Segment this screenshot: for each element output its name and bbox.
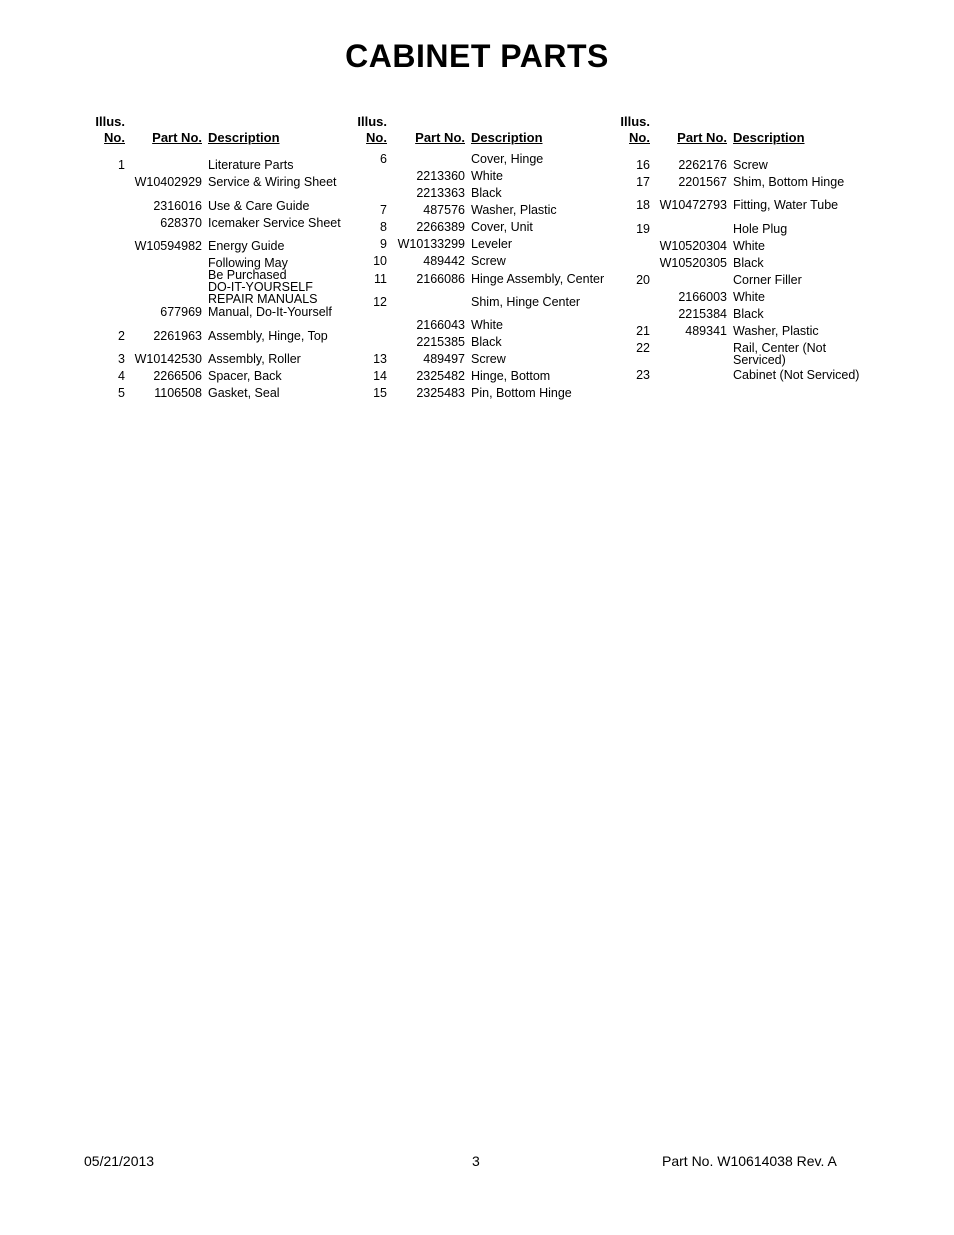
part-description: Service & Wiring Sheet [208,175,337,189]
part-description: Black [471,186,502,200]
part-description: Spacer, Back [208,369,282,383]
description-header: Description [208,130,280,145]
part-number: W10472793 [659,198,727,212]
part-number: 2166086 [416,272,465,286]
part-number: 2166003 [678,290,727,304]
part-description: Use & Care Guide [208,199,310,213]
part-description: White [471,169,503,183]
illus-number: 10 [373,254,387,268]
part-number: 2266506 [153,369,202,383]
part-number: 489442 [423,254,465,268]
part-number: 2262176 [678,158,727,172]
part-description: Screw [471,352,506,366]
illus-number: 14 [373,369,387,383]
part-description: Washer, Plastic [733,324,819,338]
part-description: Black [733,256,764,270]
part-description: Pin, Bottom Hinge [471,386,572,400]
illus-number: 20 [636,273,650,287]
illus-number: 23 [636,368,650,382]
part-no-header: Part No. [152,130,202,145]
part-number: W10142530 [134,352,202,366]
part-number: 487576 [423,203,465,217]
part-description: Black [733,307,764,321]
part-description: Shim, Hinge Center [471,295,581,309]
part-number: 628370 [160,216,202,230]
part-number: 2166043 [416,318,465,332]
part-number: W10594982 [134,239,202,253]
illus-number: 17 [636,175,650,189]
illus-number: 12 [373,295,387,309]
part-number: 2213363 [416,186,465,200]
part-number: 2266389 [416,220,465,234]
part-description: Hole Plug [733,222,788,236]
footer-page-number: 3 [472,1153,480,1169]
part-number: W10402929 [134,175,202,189]
part-description: Leveler [471,237,512,251]
illus-header-line2: No. [104,130,125,145]
part-description: Energy Guide [208,239,285,253]
part-description: Shim, Bottom Hinge [733,175,845,189]
part-no-header: Part No. [677,130,727,145]
illus-header-line1: Illus. [620,114,650,129]
part-number: 2215385 [416,335,465,349]
illus-number: 19 [636,222,650,236]
illus-number: 6 [380,152,387,166]
part-number: 489341 [685,324,727,338]
part-description: Gasket, Seal [208,386,280,400]
illus-number: 4 [118,369,125,383]
illus-number: 15 [373,386,387,400]
part-description: Cover, Unit [471,220,533,234]
part-number: 2213360 [416,169,465,183]
part-number: 2261963 [153,329,202,343]
page-title: CABINET PARTS [345,38,609,74]
part-description: Hinge Assembly, Center [471,272,605,286]
illus-number: 21 [636,324,650,338]
illus-number: 16 [636,158,650,172]
part-number: W10133299 [397,237,465,251]
part-description: Following May [208,256,288,270]
part-number: W10520304 [659,239,727,253]
part-number: 2325483 [416,386,465,400]
illus-number: 1 [118,158,125,172]
part-no-header: Part No. [415,130,465,145]
part-description: White [733,290,765,304]
part-description: Serviced) [733,353,786,367]
illus-number: 2 [118,329,125,343]
part-description: Assembly, Roller [208,352,301,366]
illus-number: 22 [636,341,650,355]
part-description: Cabinet (Not Serviced) [733,368,860,382]
description-header: Description [733,130,805,145]
part-description: DO-IT-YOURSELF [208,280,313,294]
part-description: Literature Parts [208,158,294,172]
footer-date: 05/21/2013 [84,1153,155,1169]
part-description: Assembly, Hinge, Top [208,329,328,343]
illus-number: 3 [118,352,125,366]
illus-header-line1: Illus. [95,114,125,129]
description-header: Description [471,130,543,145]
illus-number: 7 [380,203,387,217]
part-number: 2215384 [678,307,727,321]
part-number: 677969 [160,305,202,319]
part-description: Black [471,335,502,349]
illus-header-line2: No. [366,130,387,145]
illus-header-line1: Illus. [357,114,387,129]
part-number: 1106508 [154,386,202,400]
part-number: 2316016 [153,199,202,213]
part-description: White [733,239,765,253]
illus-number: 5 [118,386,125,400]
part-description: White [471,318,503,332]
part-description: Screw [471,254,506,268]
part-number: W10520305 [659,256,727,270]
illus-number: 11 [374,272,387,286]
part-description: Washer, Plastic [471,203,557,217]
part-description: Screw [733,158,768,172]
part-description: REPAIR MANUALS [208,292,318,306]
part-description: Icemaker Service Sheet [208,216,341,230]
part-number: 2325482 [416,369,465,383]
illus-number: 13 [373,352,387,366]
part-description: Be Purchased [208,268,287,282]
part-number: 2201567 [678,175,727,189]
part-description: Fitting, Water Tube [733,198,839,212]
part-description: Cover, Hinge [471,152,544,166]
illus-header-line2: No. [629,130,650,145]
part-description: Hinge, Bottom [471,369,551,383]
illus-number: 8 [380,220,387,234]
part-description: Manual, Do-It-Yourself [208,305,332,319]
part-description: Corner Filler [733,273,802,287]
part-number: 489497 [423,352,465,366]
illus-number: 18 [636,198,650,212]
footer-part-number: Part No. W10614038 Rev. A [662,1153,837,1169]
illus-number: 9 [380,237,387,251]
part-description: Rail, Center (Not [733,341,827,355]
